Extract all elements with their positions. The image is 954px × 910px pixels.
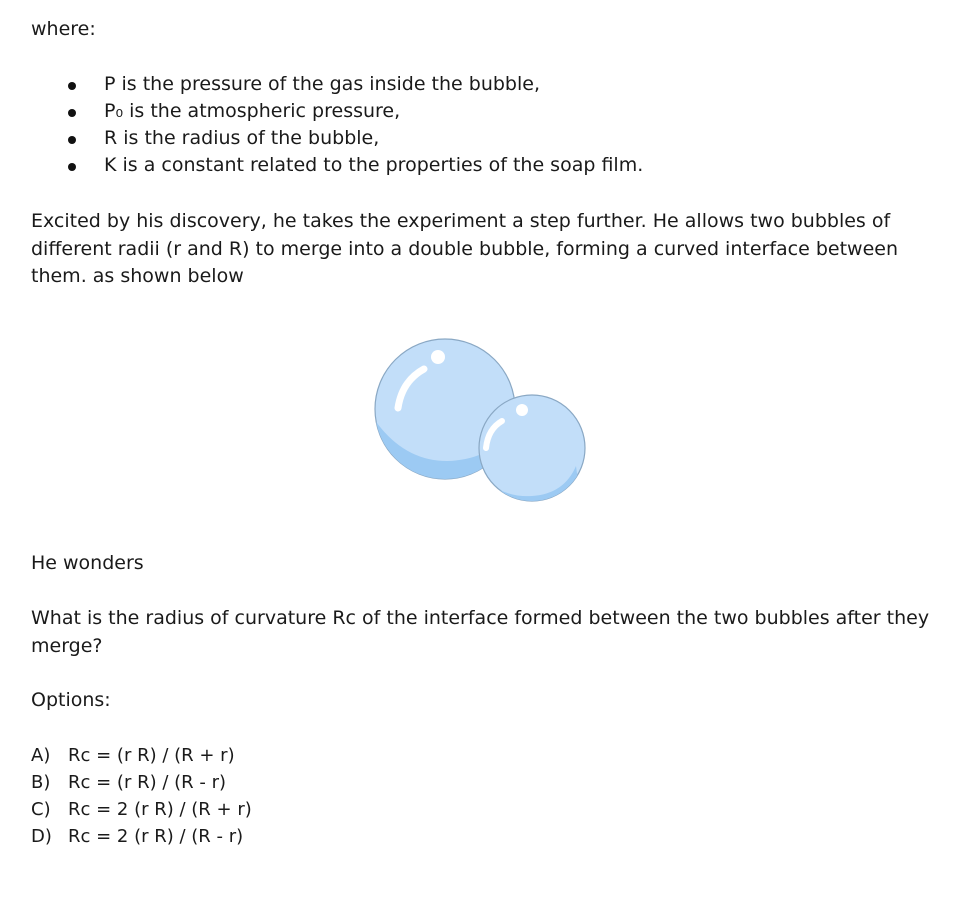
question-paragraph (31, 605, 931, 660)
definition-text: P₀ is the atmospheric pressure, (104, 100, 401, 122)
option-letter: D) (31, 826, 52, 847)
paragraph-line: different radii (r and R) to merge into a double bubble, forming a curved interface between (31, 237, 898, 260)
bullet-icon (68, 82, 76, 90)
option-d[interactable] (31, 823, 243, 851)
option-text: Rc = (r R) / (R + r) (68, 745, 235, 766)
option-b[interactable] (31, 769, 226, 797)
small-bubble (477, 395, 585, 508)
option-text: Rc = 2 (r R) / (R - r) (68, 826, 244, 847)
bullet-icon (68, 109, 76, 117)
definition-text: K is a constant related to the properties of the soap film. (104, 154, 644, 176)
option-text: Rc = 2 (r R) / (R + r) (68, 799, 252, 820)
definition-text: R is the radius of the bubble, (104, 127, 380, 149)
option-letter: A) (31, 745, 51, 766)
option-letter: B) (31, 772, 51, 793)
option-c[interactable] (31, 796, 252, 824)
wonder-text: He wonders (31, 552, 144, 574)
paragraph-line: them. as shown below (31, 265, 244, 287)
option-letter: C) (31, 799, 51, 820)
definition-text: P is the pressure of the gas inside the bubble, (104, 73, 540, 95)
bullet-icon (68, 136, 76, 144)
question-line: What is the radius of curvature Rc of the interface formed between the two bubbles after they (31, 607, 930, 629)
option-a[interactable] (31, 742, 235, 770)
intro-text: where: (31, 18, 96, 40)
paragraph-line: Excited by his discovery, he takes the experiment a step further. He allows two bubbles of (31, 210, 891, 232)
question-line: merge? (31, 634, 103, 657)
bullet-icon (68, 163, 76, 171)
double-bubble-illustration (372, 336, 588, 508)
options-label: Options: (31, 689, 111, 711)
option-text: Rc = (r R) / (R - r) (68, 772, 227, 793)
experiment-paragraph (31, 208, 931, 291)
